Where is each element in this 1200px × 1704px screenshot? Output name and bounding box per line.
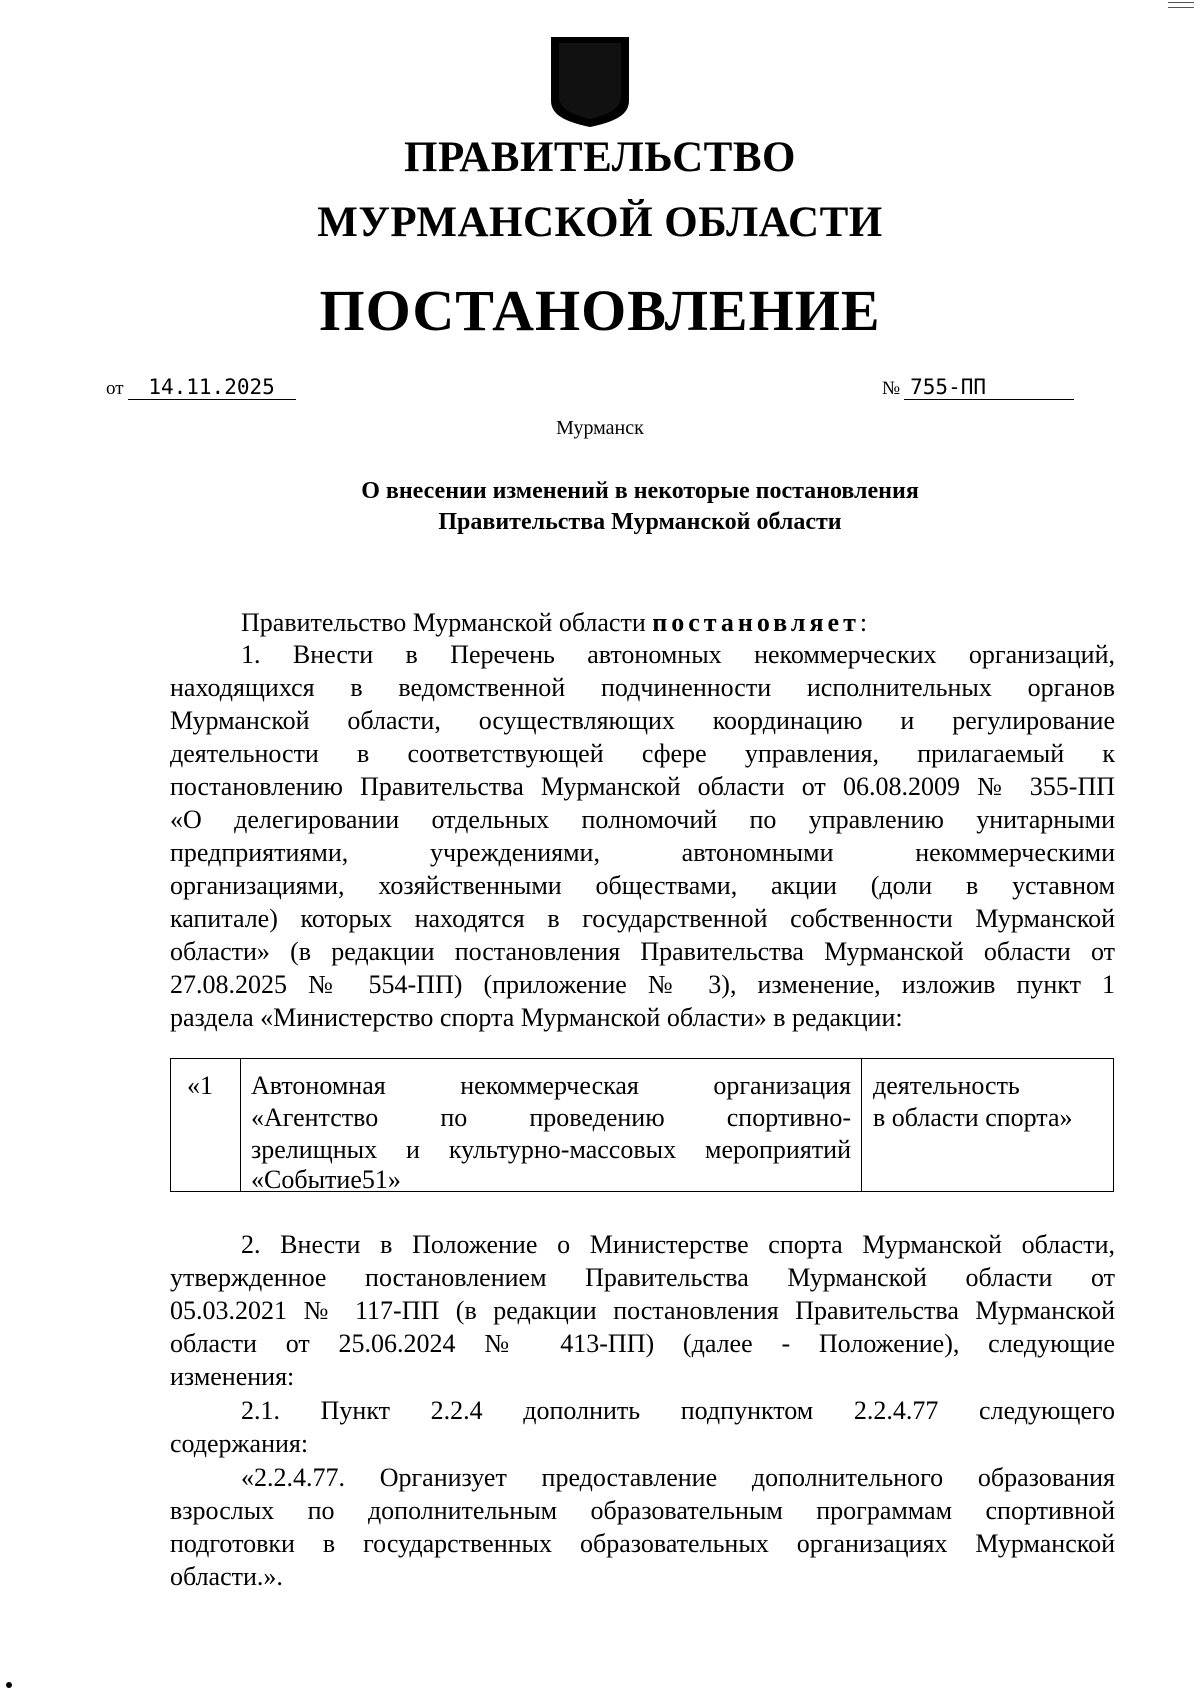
paragraph-line: «О делегировании отдельных полномочий по управлению унитарными [170,805,1115,834]
document-type: ПОСТАНОВЛЕНИЕ [319,278,881,343]
paragraph-line: подготовки в государственных образовательных организациях Мурманской [170,1529,1115,1558]
table-cell-name-line: «Событие51» [251,1165,401,1194]
paragraph-line: капитале) которых находятся в государственной собственности Мурманской [170,904,1115,933]
table-cell-activity-line: деятельность [873,1071,1020,1100]
table-cell-name-line: зрелищных и культурно-массовых мероприятий [251,1135,851,1164]
paragraph-line: организациями, хозяйственными обществами, акции (доли в уставном [170,871,1115,900]
organization-name-line2: МУРМАНСКОЙ ОБЛАСТИ [317,199,883,246]
paragraph-line: 27.08.2025 № 554-ПП) (приложение № 3), изменение, изложив пункт 1 [170,970,1115,999]
paragraph-line: Мурманской области, осуществляющих координацию и регулирование [170,706,1115,735]
paragraph-line: предприятиями, учреждениями, автономными некоммерческими [170,838,1115,867]
paragraph-line: области от 25.06.2024 № 413-ПП) (далее - Положение), следующие [170,1329,1115,1358]
paragraph-line: «2.2.4.77. Организует предоставление дополнительного образования [241,1463,1115,1492]
table-cell-name-line: «Агентство по проведению спортивно- [251,1103,851,1132]
coat-of-arms-emblem [549,35,631,129]
subject-line: О внесении изменений в некоторые постановления [361,478,919,504]
paragraph-line: области.». [170,1562,283,1591]
paragraph-line: взрослых по дополнительным образовательным программам спортивной [170,1496,1115,1525]
paragraph-line: области» (в редакции постановления Правительства Мурманской области от [170,937,1115,966]
paragraph-line: деятельности в соответствующей сфере управления, прилагаемый к [170,739,1115,768]
paragraph-line: 2. Внести в Положение о Министерстве спорта Мурманской области, [241,1230,1115,1259]
table-cell-activity-line: в области спорта» [873,1103,1073,1132]
paragraph-line: содержания: [170,1429,309,1458]
table-cell-name-line: Автономная некоммерческая организация [251,1071,851,1100]
paragraph-line: 05.03.2021 № 117-ПП (в редакции постановления Правительства Мурманской [170,1296,1115,1325]
paragraph-line: изменения: [170,1362,295,1391]
document-date: 14.11.2025 [128,377,296,400]
intro-line [241,610,867,636]
paragraph-line: раздела «Министерство спорта Мурманской области» в редакции: [170,1003,903,1032]
paragraph-line: 2.1. Пункт 2.2.4 дополнить подпунктом 2.2.4.77 следующего [241,1396,1115,1425]
date-field [106,377,296,400]
paragraph-line: утвержденное постановлением Правительства Мурманской области от [170,1263,1115,1292]
intro-text: Правительство Мурманской области [241,608,653,637]
intro-colon: : [859,608,868,637]
organization-table [170,1058,1114,1192]
scan-mark [6,1682,12,1688]
subject-line: Правительства Мурманской области [438,509,842,535]
organization-name-line1: ПРАВИТЕЛЬСТВО [404,134,796,181]
paragraph-line: находящихся в ведомственной подчиненности исполнительных органов [170,673,1115,702]
document-number: 755-ПП [904,377,1074,400]
table-divider [861,1059,862,1191]
number-field [882,377,1074,400]
table-cell-number: «1 [187,1071,213,1100]
city: Мурманск [556,417,644,439]
document-subject [0,476,1200,538]
intro-decree-word: постановляет [652,608,860,637]
table-divider [240,1059,241,1191]
number-label: № [882,378,901,399]
paragraph-line: постановлению Правительства Мурманской области от 06.08.2009 № 355-ПП [170,772,1115,801]
date-label: от [106,378,124,399]
scan-mark [1168,2,1194,8]
paragraph-line: 1. Внести в Перечень автономных некоммерческих организаций, [241,640,1115,669]
